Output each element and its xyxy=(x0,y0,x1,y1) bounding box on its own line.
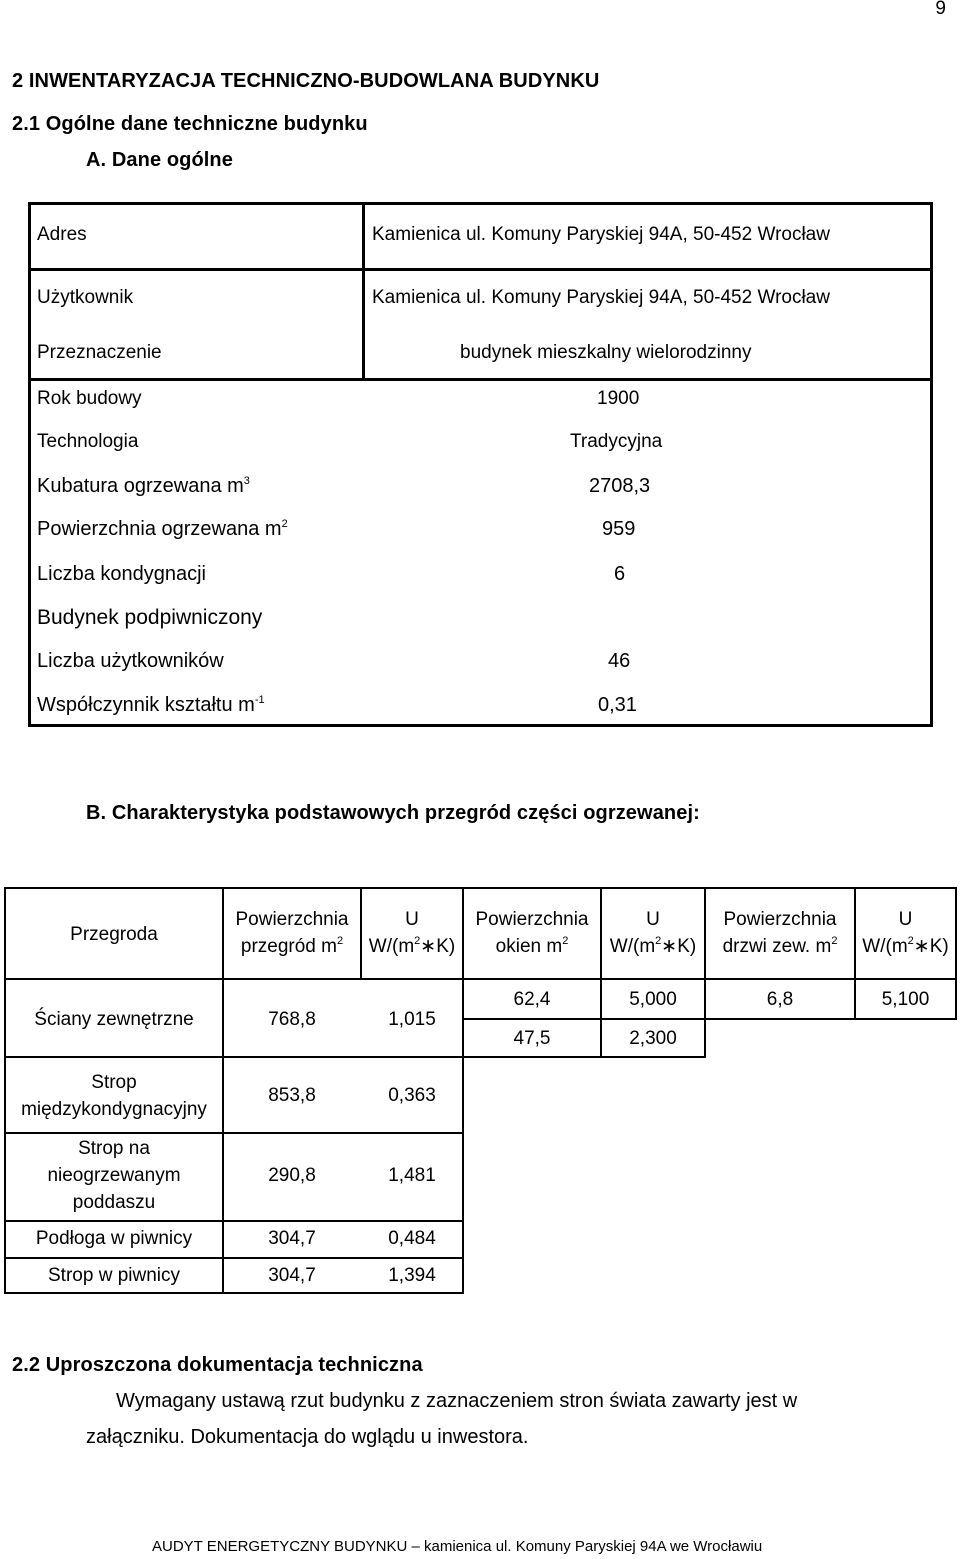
label-storeys: Liczba kondygnacji xyxy=(37,563,206,585)
row-name: Ściany zewnętrzne xyxy=(34,1009,194,1030)
value-purpose: budynek mieszkalny wielorodzinny xyxy=(460,342,752,363)
section-heading: 2 INWENTARYZACJA TECHNICZNO-BUDOWLANA BUDYNKU xyxy=(12,70,600,92)
row-area: 853,8 xyxy=(268,1085,316,1106)
label-users-count: Liczba użytkowników xyxy=(37,650,224,672)
heading-2-2: 2.2 Uproszczona dokumentacja techniczna xyxy=(12,1354,423,1376)
row-u: 1,394 xyxy=(388,1265,436,1286)
header-door-area-label: Powierzchnia drzwi zew. $m^2$ xyxy=(722,909,838,957)
label-year: Rok budowy xyxy=(37,388,142,409)
window-u: 5,000 xyxy=(629,989,677,1010)
row-area: 768,8 xyxy=(268,1009,316,1030)
general-data-table xyxy=(28,202,933,727)
label-address: Adres xyxy=(37,224,87,245)
label-basement: Budynek podpiwniczony xyxy=(37,606,263,629)
header-window-u-label: U $W/(m^2∗K)$ xyxy=(609,909,697,957)
row-divider xyxy=(4,1220,464,1222)
window-u: 2,300 xyxy=(629,1028,677,1049)
paragraph-line-2: załączniku. Dokumentacja do wglądu u inwestora. xyxy=(86,1426,529,1448)
door-area: 6,8 xyxy=(766,989,794,1010)
row-area: 304,7 xyxy=(268,1265,316,1286)
door-u: 5,100 xyxy=(881,989,930,1010)
page-number: 9 xyxy=(935,0,946,19)
subsection-heading: 2.1 Ogólne dane techniczne budynku xyxy=(12,113,368,135)
header-partition-u-label: U $W/(m^2∗K)$ xyxy=(368,909,456,957)
header-window-area-label: Powierzchnia okien $m^2$ xyxy=(475,909,589,957)
label-user: Użytkownik xyxy=(37,287,134,308)
row-u: 1,481 xyxy=(388,1165,436,1186)
row-name: Podłoga w piwnicy xyxy=(35,1228,193,1249)
row-area: 304,7 xyxy=(268,1228,316,1249)
header-door-u-label: U $W/(m^2∗K)$ xyxy=(862,909,949,957)
value-shape-factor: 0,31 xyxy=(598,694,637,716)
heading-a: A. Dane ogólne xyxy=(86,149,233,171)
value-address: Kamienica ul. Komuny Paryskiej 94A, 50-452 Wrocław xyxy=(372,224,830,245)
row-name: Strop międzykondygnacyjny xyxy=(21,1072,207,1120)
heading-b: B. Charakterystyka podstawowych przegród części ogrzewanej: xyxy=(86,802,700,824)
label-purpose: Przeznaczenie xyxy=(37,342,162,363)
row-u: 1,015 xyxy=(388,1009,436,1030)
label-shape-factor: Współczynnik kształtu $m^{-1}$ xyxy=(37,694,265,716)
row-area: 290,8 xyxy=(268,1165,316,1186)
row-divider xyxy=(4,1132,464,1134)
window-area: 47,5 xyxy=(513,1028,551,1049)
value-technology: Tradycyjna xyxy=(570,431,663,452)
row-name: Strop na nieogrzewanym poddaszu xyxy=(47,1138,181,1213)
row-u: 0,363 xyxy=(388,1085,436,1106)
value-user: Kamienica ul. Komuny Paryskiej 94A, 50-452 Wrocław xyxy=(372,287,830,308)
row-u: 0,484 xyxy=(388,1228,436,1249)
value-volume: 2708,3 xyxy=(589,475,651,497)
window-area: 62,4 xyxy=(513,989,551,1010)
row-divider xyxy=(28,378,933,381)
paragraph-line-1: Wymagany ustawą rzut budynku z zaznaczeniem stron świata zawarty jest w xyxy=(116,1390,798,1412)
page-footer: AUDYT ENERGETYCZNY BUDYNKU – kamienica ul. Komuny Paryskiej 94A we Wrocławiu xyxy=(152,1538,763,1555)
row-divider xyxy=(4,1257,464,1259)
value-storeys: 6 xyxy=(614,563,626,585)
label-area: Powierzchnia ogrzewana $m^2$ xyxy=(37,518,288,540)
value-year: 1900 xyxy=(597,388,640,409)
row-name: Strop w piwnicy xyxy=(48,1265,180,1286)
value-area: 959 xyxy=(602,518,636,540)
row-divider xyxy=(28,268,933,271)
header-partition-label: Przegroda xyxy=(70,924,158,945)
column-divider xyxy=(362,202,365,381)
header-partition-area-label: Powierzchnia przegród $m^2$ xyxy=(235,909,349,957)
label-technology: Technologia xyxy=(37,431,139,452)
label-volume: Kubatura ogrzewana $m^3$ xyxy=(37,475,250,497)
row-divider xyxy=(4,1056,464,1058)
value-users-count: 46 xyxy=(608,650,631,672)
